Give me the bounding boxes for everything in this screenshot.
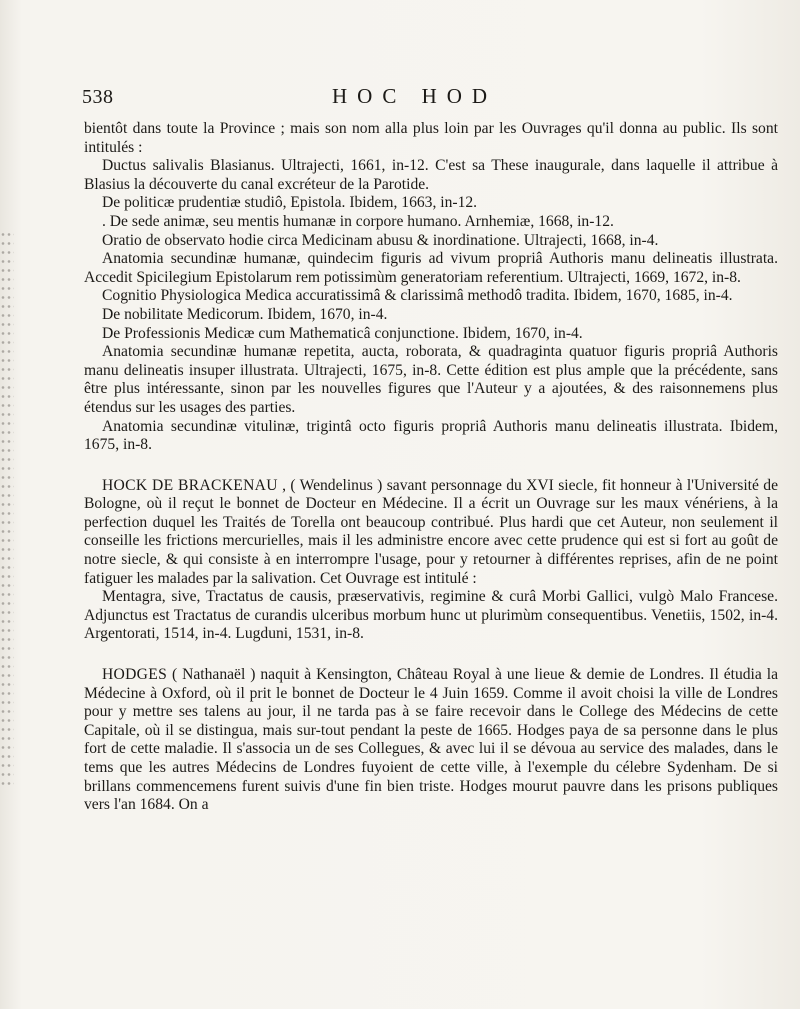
hodges-entry (84, 666, 778, 815)
hoc-work-4: Oratio de observato hodie circa Medicinam abusu & inordinatione. Ultrajecti, 1668, in-4. (102, 231, 659, 249)
page-header (82, 84, 782, 110)
hoc-work-10: Anatomia secundinæ vitulinæ, trigintâ octo figuris propriâ Authoris manu delineatis illustrata. Ibidem, 1675, in-8. (84, 417, 778, 454)
binding-edge (0, 230, 14, 790)
hoc-work-7: De nobilitate Medicorum. Ibidem, 1670, in-4. (102, 305, 388, 323)
hock-work: Mentagra, sive, Tractatus de causis, præservativis, regimine & curâ Morbi Gallici, vulgò Malo Francese. Adjunctus est Tractatus de curandis ulceribus morbum hunc ut plurimùm consequentibus. Venetiis, 1502, in-4. Argentorati, 1514, in-4. Lugduni, 1531, in-8. (84, 588, 778, 643)
hoc-continuation: bientôt dans toute la Province ; mais son nom alla plus loin par les Ouvrages qu'il donna au public. Ils sont intitulés : (84, 120, 778, 156)
hodges-name: HODGES (102, 666, 168, 684)
hodges-text: ( Nathanaël ) naquit à Kensington, Château Royal à une lieue & demie de Londres. Il étudia la Médecine à Oxford, où il prit le bonnet de Docteur le 4 Juin 1659. Comme il avoit choisi la ville de Londres pour y mettre ses talens au jour, il ne tarda pas à se faire recevoir dans le College des Médecins de cette Capitale, où il se distingua, mais sur-tout pendant la peste de 1665. Hodges paya de sa personne dans le plus fort de cette maladie. Il s'associa un de ses Collegues, & avec lui il se dévoua au service des malades, dans le tems que les autres Médecins de Londres fuyoient de cette ville, à l'exemple du célebre Sydenham. De si brillans commencemens furent suivis d'une fin bien triste. Hodges mourut pauvre dans les prisons publiques vers l'an 1684. On a (84, 666, 778, 814)
hoc-work-9: Anatomia secundinæ humanæ repetita, aucta, roborata, & quadraginta quatuor figuris propriâ Authoris manu delineatis insuper illustrata. Ultrajecti, 1675, in-8. Cette édition est plus ample que la précédente, sans être plus intéressante, sinon par les nouvelles figures que l'Auteur y a ajoutées, & des raisonnemens plus étendus sur les usages des parties. (84, 343, 778, 416)
hoc-work-5: Anatomia secundinæ humanæ, quindecim figuris ad vivum propriâ Authoris manu delineatis illustrata. Accedit Spicilegium Epistolarum rem potissimùm generatoriam referentium. Ultrajecti, 1669, 1672, in-8. (84, 250, 778, 286)
page-number: 538 (82, 86, 114, 108)
hoc-work-8: De Professionis Medicæ cum Mathematicâ conjunctione. Ibidem, 1670, in-4. (102, 324, 583, 342)
hoc-work-2: De politicæ prudentiæ studiô, Epistola. Ibidem, 1663, in-12. (102, 194, 478, 212)
hoc-work-6: Cognitio Physiologica Medica accuratissimâ & clarissimâ methodô tradita. Ibidem, 1670, 1685, in-4. (102, 287, 733, 305)
hock-entry (84, 477, 778, 589)
hoc-work-1: Ductus salivalis Blasianus. Ultrajecti, 1661, in-12. C'est sa These inaugurale, dans laquelle il attribue à Blasius la découverte du canal excréteur de la Parotide. (84, 157, 778, 193)
running-head: HOC HOD (332, 84, 498, 108)
hock-name: HOCK DE BRACKENAU (102, 476, 278, 494)
page-body (84, 120, 778, 815)
hoc-work-3: . De sede animæ, seu mentis humanæ in corpore humano. Arnhemiæ, 1668, in-12. (102, 212, 614, 230)
hock-text: , ( Wendelinus ) savant personnage du XVI siecle, fit honneur à l'Université de Bologne, où il reçut le bonnet de Docteur en Médecine. Il a écrit un Ouvrage sur les maux vénériens, à la perfection duquel les Traités de Torella ont beaucoup contribué. Plus hardi que cet Auteur, non seulement il conseille les frictions mercurielles, mais il les administre encore avec cette prudence qui est si fort au goût de notre siecle, & qui consiste à en interrompre l'usage, pour y retourner à différentes reprises, afin de ne point fatiguer les malades par la salivation. Cet Ouvrage est intitulé : (84, 476, 778, 587)
